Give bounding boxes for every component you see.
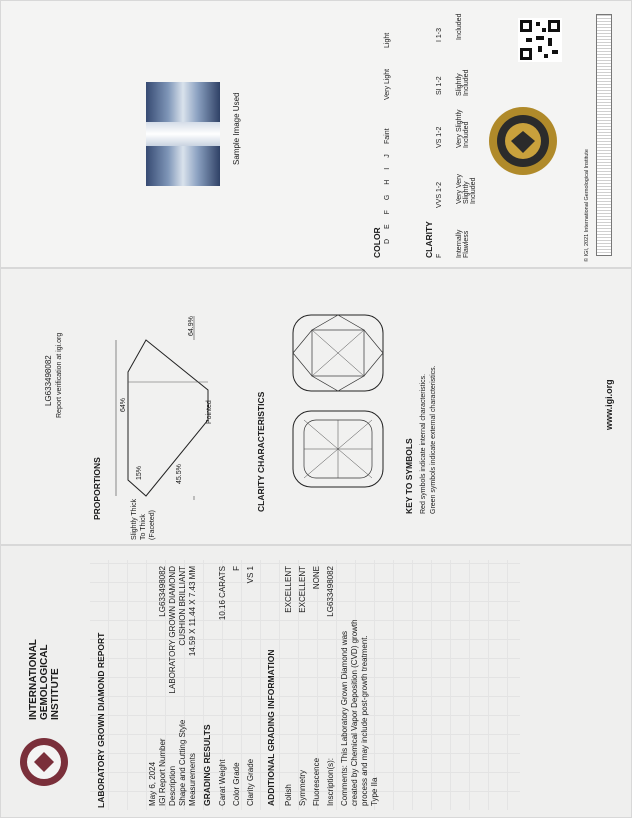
depth-percent: 64.9% (188, 316, 195, 336)
comment-line: process and may include post-growth treatment. (360, 635, 369, 806)
grading-label: Carat Weight (218, 759, 227, 806)
additional-row (312, 566, 321, 806)
detail-row (158, 566, 167, 806)
grading-value: 10.16 CARATS (218, 566, 227, 621)
clarity-term: Very Slightly Included (456, 109, 470, 148)
detail-label: Description (168, 765, 177, 806)
proportions-heading: PROPORTIONS (92, 457, 102, 520)
additional-value: EXCELLENT (284, 566, 293, 613)
sample-photo (146, 82, 220, 186)
key-line-red: Red symbols indicate internal characteristics. (420, 373, 427, 514)
igi-logo-icon (18, 736, 70, 788)
grading-value: VS 1 (246, 566, 255, 584)
color-letter: J (384, 150, 391, 158)
photo-caption: Sample Image Used (232, 92, 241, 165)
verification-text: Report verification at igi.org (56, 332, 63, 418)
additional-row (284, 566, 293, 806)
grading-label: Clarity Grade (246, 758, 255, 806)
pavilion-percent: 45.5% (176, 464, 183, 484)
clarity-term: Slightly Included (456, 69, 470, 96)
report-number-header: LG633498082 (44, 355, 53, 406)
qr-code-icon (518, 18, 562, 62)
clarity-heading: CLARITY (424, 221, 434, 258)
comment-line: Type IIa (370, 777, 379, 806)
additional-value: NONE (312, 566, 321, 590)
inscription-label: Inscription(s): (326, 757, 335, 806)
clarity-term: Internally Flawless (456, 229, 470, 258)
footer-copyright: © IGI, 2021 International Gemological Institute (584, 149, 590, 262)
inscription-row (326, 566, 335, 806)
website-link[interactable]: www.igi.org (604, 379, 614, 430)
clarity-characteristics-heading: CLARITY CHARACTERISTICS (256, 391, 266, 512)
report-date: May 6, 2024 (148, 761, 157, 806)
color-term-faint: Faint (384, 128, 391, 144)
girdle-line: Slightly Thick (131, 498, 138, 540)
color-letter: H (384, 175, 391, 185)
crown-percent: 15% (136, 465, 143, 480)
culet-label: Pointed (206, 400, 213, 424)
igi-seal-icon (487, 105, 559, 177)
security-microtext (596, 14, 612, 256)
additional-label: Symmetry (298, 770, 307, 806)
clarity-code: I 1-3 (436, 27, 443, 42)
detail-value: CUSHION BRILLIANT (178, 566, 187, 646)
institute-line: INSTITUTE (50, 668, 61, 720)
comment-line: created by Chemical Vapor Deposition (CVD) growth (350, 619, 359, 806)
color-letter: G (384, 190, 391, 201)
clarity-code: VS 1-2 (436, 126, 443, 148)
grading-row (218, 566, 227, 806)
detail-label: Measurements (188, 753, 197, 806)
color-term-very-light: Very Light (384, 68, 391, 100)
institute-line: GEMOLOGICAL (39, 644, 50, 720)
girdle-line: (Faceted) (149, 510, 156, 540)
key-line-green: Green symbols indicate external characteristics. (430, 365, 437, 514)
color-letter: E (384, 220, 391, 229)
grading-row (232, 566, 241, 806)
detail-value: LG633498082 (158, 566, 167, 617)
detail-label: Shape and Cutting Style (178, 719, 187, 806)
detail-row (178, 566, 187, 806)
color-letter: I (384, 163, 391, 170)
plot-pavilion-view (290, 408, 386, 490)
grading-value: F (232, 566, 241, 571)
girdle-line: To Thick (140, 514, 147, 540)
report-title: LABORATORY GROWN DIAMOND REPORT (96, 632, 106, 808)
color-letters (384, 150, 391, 244)
grading-row (246, 566, 255, 806)
color-heading: COLOR (372, 227, 382, 258)
additional-value: EXCELLENT (298, 566, 307, 613)
clarity-term: Very Very Slightly Included (456, 174, 477, 204)
girdle-label (130, 499, 157, 540)
institute-name (28, 639, 61, 720)
additional-label: Fluorescence (312, 757, 321, 806)
color-letter: D (384, 234, 391, 244)
inscription-value: LG633498082 (326, 566, 335, 617)
clarity-code: SI 1-2 (436, 76, 443, 95)
detail-row (168, 566, 177, 806)
additional-label: Polish (284, 784, 293, 806)
comments-block (340, 619, 380, 806)
color-term-light: Light (384, 32, 391, 48)
clarity-grade-f: F (436, 253, 443, 258)
grading-results-heading: GRADING RESULTS (202, 724, 212, 806)
detail-label: IGI Report Number (158, 738, 167, 806)
color-letter: F (384, 206, 391, 215)
key-to-symbols-heading: KEY TO SYMBOLS (404, 438, 414, 514)
grading-label: Color Grade (232, 762, 241, 806)
plot-crown-view (290, 312, 386, 394)
table-percent: 64% (120, 397, 127, 412)
detail-value: LABORATORY GROWN DIAMOND (168, 566, 177, 694)
additional-grading-heading: ADDITIONAL GRADING INFORMATION (266, 649, 276, 806)
comment-line: Comments: This Laboratory Grown Diamond was (340, 630, 349, 806)
clarity-code: VVS 1-2 (436, 181, 443, 208)
detail-value: 14.59 X 11.44 X 7.43 MM (188, 566, 197, 657)
institute-line: INTERNATIONAL (28, 639, 39, 720)
clarity-term: Included (456, 13, 463, 40)
additional-row (298, 566, 307, 806)
detail-row (188, 566, 197, 806)
